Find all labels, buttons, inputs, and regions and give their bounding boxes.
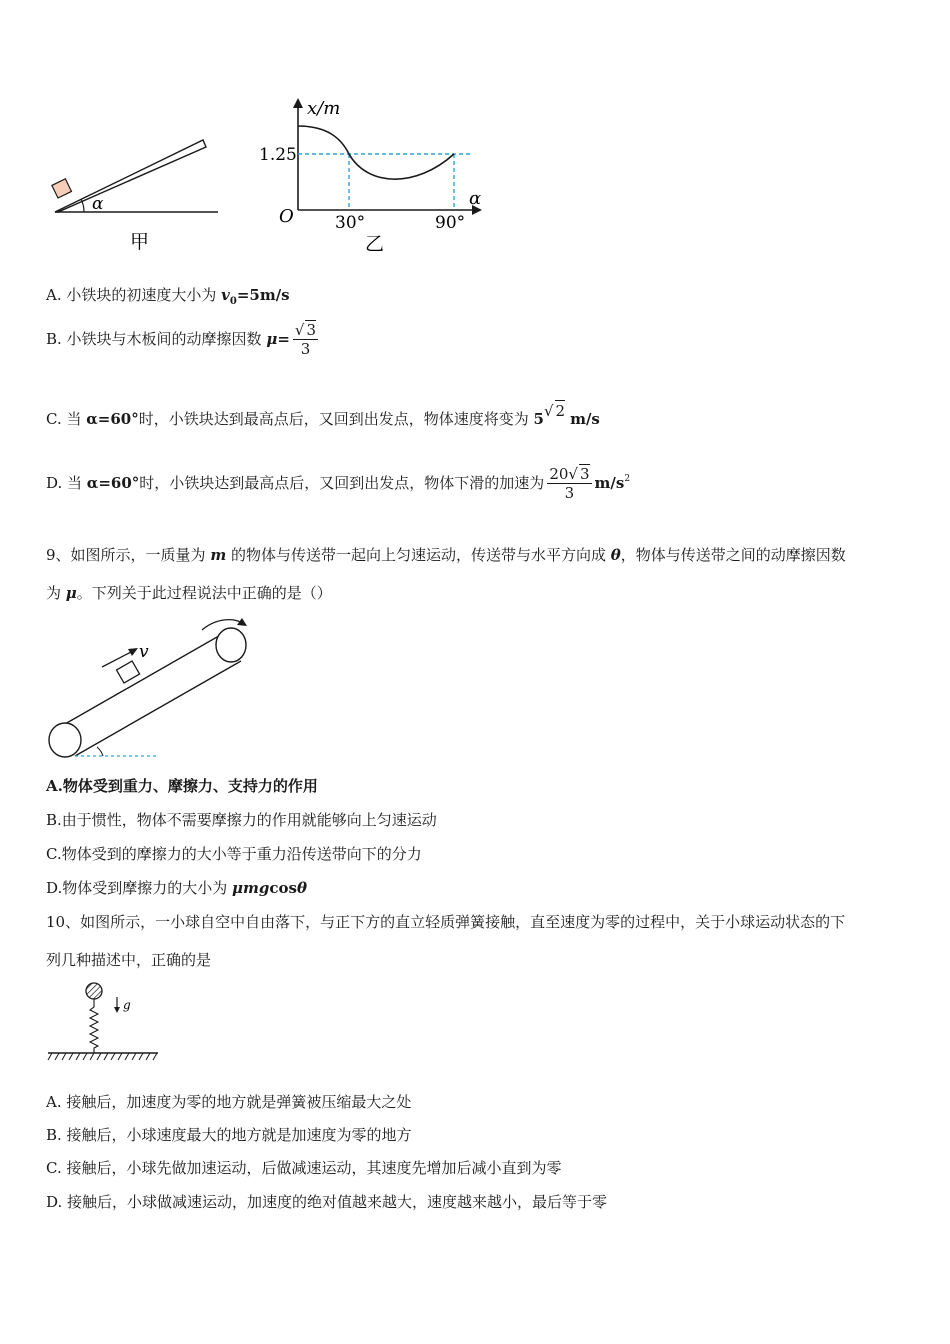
figure-yi	[255, 94, 490, 264]
floor-hatching	[48, 1053, 157, 1060]
x-tick-90: 90°	[435, 213, 466, 233]
upper-roller	[216, 628, 246, 662]
q9-option-a: A.物体受到重力、摩擦力、支持力的作用	[46, 777, 318, 795]
iron-block	[52, 179, 72, 198]
q10-stem	[46, 903, 908, 979]
belt-bottom-edge	[75, 661, 241, 756]
q10-stem-line-1: 10、如图所示，一小球自空中自由落下，与正下方的直立轻质弹簧接触，直至速度为零的过程中，关于小球运动状态的下	[46, 913, 846, 931]
figure-jia	[40, 136, 230, 256]
q9-stem	[46, 536, 908, 612]
figure-conveyor	[44, 612, 259, 767]
fraction-20sqrt3-over-3: $\frac{20√ 3}{3}$	[549, 465, 590, 502]
y-tick-label: 1.25	[259, 145, 297, 165]
spring-coil	[90, 999, 98, 1053]
q8-option-b: B. 小铁块与木板间的动摩擦因数 μ= $\frac{√ 3}{3}$	[46, 321, 317, 358]
gravity-arrowhead	[114, 1007, 120, 1013]
q9-option-c: C.物体受到的摩擦力的大小等于重力沿传送带向下的分力	[46, 845, 422, 863]
q8-option-d: D. 当 α=60°时，小铁块达到最高点后，又回到出发点，物体下滑的加速为 $\frac{20√ 3}{3}$ $m/s^2$	[46, 465, 631, 502]
q10-option-d: D. 接触后，小球做减速运动，加速度的绝对值越来越大，速度越来越小，最后等于零	[46, 1193, 608, 1211]
q8-option-a: A. 小铁块的初速度大小为 $v_0=5m/s$	[46, 286, 290, 307]
incline-board	[55, 140, 206, 212]
x-tick-30: 30°	[335, 213, 366, 233]
rotation-arrowhead	[237, 618, 247, 626]
falling-ball	[86, 983, 102, 999]
figure-ball-spring	[44, 980, 164, 1065]
q9-stem-line-1: 9、如图所示，一质量为 m 的物体与传送带一起向上匀速运动，传送带与水平方向成 θ，物体与传送带之间的动摩擦因数	[46, 546, 846, 564]
fraction-sqrt3-over-3: $\frac{√ 3}{3}$	[294, 321, 317, 358]
q9-option-d: D.物体受到摩擦力的大小为 μmgcosθ	[46, 879, 307, 897]
q8-option-c: C. 当 α=60°时，小铁块达到最高点后，又回到出发点，物体速度将变为 5√ 2 m/s	[46, 402, 600, 428]
y-axis-label: x/m	[307, 98, 341, 119]
q10-stem-line-2: 列几种描述中，正确的是	[46, 951, 212, 969]
figure-caption-yi: 乙	[365, 233, 385, 255]
lower-roller	[49, 723, 81, 757]
velocity-label: v	[139, 642, 149, 662]
belt-object-block	[117, 661, 140, 683]
q9-option-b: B.由于惯性，物体不需要摩擦力的作用就能够向上匀速运动	[46, 811, 437, 829]
incline-angle-arc	[97, 747, 103, 756]
gravity-label: g	[123, 998, 131, 1012]
x-axis-label: α	[469, 188, 482, 209]
angle-label: α	[92, 194, 104, 214]
velocity-arrowhead	[128, 648, 138, 656]
origin-label: O	[279, 206, 294, 227]
figure-caption-jia: 甲	[130, 231, 150, 253]
q10-option-c: C. 接触后，小球先做加速运动，后做减速运动，其速度先增加后减小直到为零	[46, 1159, 562, 1177]
q10-option-b: B. 接触后，小球速度最大的地方就是加速度为零的地方	[46, 1126, 412, 1144]
x-alpha-curve	[298, 126, 454, 179]
y-axis-arrow	[293, 98, 303, 108]
q9-stem-line-2: 为 μ。下列关于此过程说法中正确的是（）	[46, 584, 332, 602]
q10-option-a: A. 接触后，加速度为零的地方就是弹簧被压缩最大之处	[46, 1093, 412, 1111]
